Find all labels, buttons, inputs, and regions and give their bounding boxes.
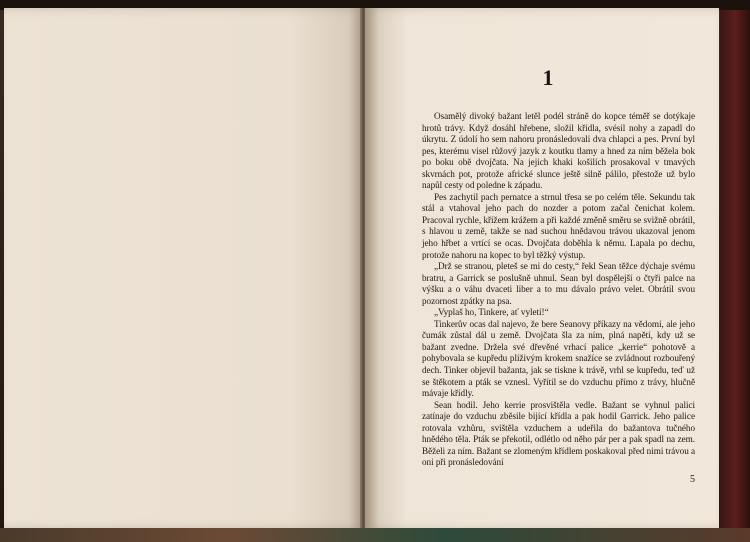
paragraph: Osamělý divoký bažant letěl podél stráně do kopce téměř se dotýkaje hrotů trávy. Když dosáhl hřebene, složil křídla, svésil nohy a zapadl do úkrytu. Z údolí ho sem nahoru pronásledovali dva chlapci a pes. První byl pes, kterému visel růžový jazyk z koutku tlamy a hned za ním běžela bok po boku obě dvojčata. Na jejich khaki košilích prosakoval v tmavých skvrnách pot, protože africké slunce ještě silně pálilo, přestože už bylo napůl cesty od poledne k západu. — [422, 111, 695, 191]
paragraph: Pes zachytil pach pernatce a strnul třesa se po celém těle. Sekundu tak stál a vtahoval jeho pach do nozder a potom začal čenichat kolem. Pracoval rychle, křížem krážem a při každé změně směru se svižně obrátil, s hlavou u země, takže se nad suchou hnědavou trávou ukazoval jenom jeho hřbet a vrtící se ocas. Dvojčata doběhla k němu. Lapala po dechu, protože nahoru na kopec to byl těžký výstup. — [422, 191, 695, 260]
page-number: 5 — [690, 474, 695, 485]
paragraph: „Drž se stranou, pleteš se mi do cesty,“ řekl Sean těžce dýchaje svému bratru, a Garrick se poslušně uhnul. Sean byl dospělejší o čtyři palce na výšku a o váhu dvaceti liber a to mu dávalo právo velet. Obrátil svou pozornost zpátky na psa. — [422, 261, 695, 306]
right-page — [365, 8, 719, 529]
paragraph: Sean hodil. Jeho kerrie prosvištěla vedle. Bažant se vyhnul palici zatínaje do vzduchu zběsile bijící křídla a pak hodil Garrick. Jeho palice rotovala vzhůru, svištěla vzduchem a udeřila do bažantova tučného hnědého těla. Pták se překotil, odlétlo od něho pár per a pak spadl na zem. Běželi za ním. Bažant se zlomeným křídlem poskakoval před nimi trávou a oni při pronásledování — [422, 399, 696, 468]
paragraph: „Vyplaš ho, Tinkere, ať vyletí!“ — [434, 307, 549, 318]
book-cover-right-edge — [720, 10, 750, 528]
chapter-body-text — [422, 111, 695, 469]
book-cover-bottom-edge — [0, 528, 750, 542]
left-page-blank — [4, 8, 363, 529]
paragraph: Tinkerův ocas dal najevo, že bere Seanovy příkazy na vědomí, ale jeho čumák zůstal dál u země. Dvojčata šla za ním, plná napětí, kdy už se bažant zvedne. Držela své dřevěné vrhací palice „kerrie“ pohotově a pohybovala se kupředu plíživým krokem snažíce se zvládnout rozbouřený dech. Tinker objevil bažanta, jak se tiskne k trávě, vrhl se kupředu, teď už se štěkotem a pták se vznesl. Vyřítil se do vzduchu přímo z trávy, hlučně mávaje křídly. — [422, 318, 695, 399]
chapter-number: 1 — [542, 65, 554, 90]
